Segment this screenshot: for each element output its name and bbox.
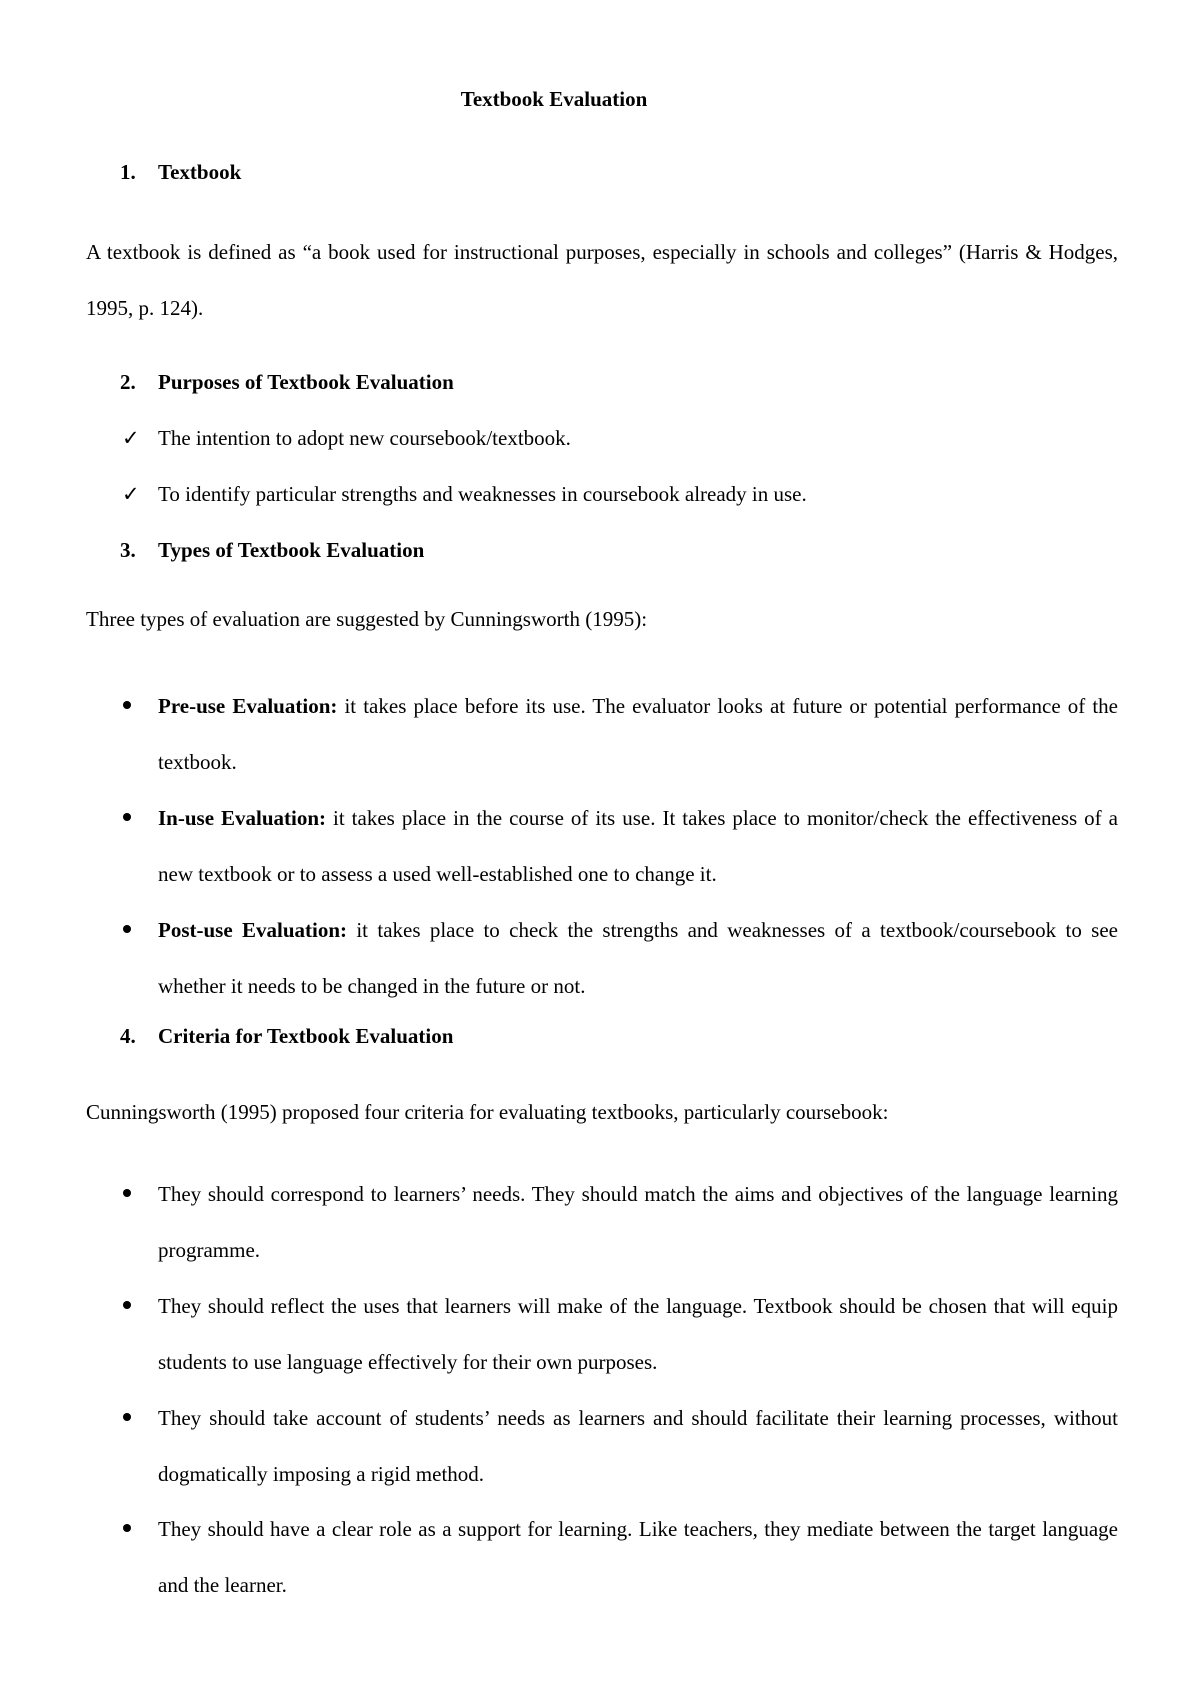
check-list-item (122, 423, 571, 453)
bullet-list-item: They should have a clear role as a support for learning. Like teachers, they mediate between the target language and the learner. (158, 1517, 1118, 1597)
bullet-list-item (158, 790, 1118, 902)
bullet-list-item: They should reflect the uses that learners will make of the language. Textbook should be chosen that will equip students to use language effectively for their own purposes. (158, 1294, 1118, 1374)
bullet-icon (123, 1413, 131, 1421)
check-item-text: The intention to adopt new coursebook/textbook. (158, 426, 571, 450)
section-title: Criteria for Textbook Evaluation (158, 1024, 454, 1048)
check-mark-icon: ✓ (122, 482, 140, 506)
section-title: Types of Textbook Evaluation (158, 538, 425, 562)
criteria-intro: Cunningsworth (1995) proposed four criteria for evaluating textbooks, particularly coursebook: (86, 1100, 889, 1124)
bullet-icon (123, 1301, 131, 1309)
section-number: 1. (120, 160, 136, 184)
bullet-list-item (158, 902, 1118, 1014)
bullet-icon (123, 813, 131, 821)
check-list-item (122, 479, 807, 509)
section-heading-3 (120, 535, 424, 565)
bullet-text: it takes place before its use. The evaluator looks at future or potential performance of the textbook. (158, 694, 1118, 774)
bullet-icon (123, 701, 131, 709)
section-heading-2 (120, 367, 454, 397)
document-title: Textbook Evaluation (460, 87, 648, 111)
bullet-term: Pre-use Evaluation: (158, 694, 338, 718)
bullet-icon (123, 925, 131, 933)
definition-paragraph: A textbook is defined as “a book used for instructional purposes, especially in schools and colleges” (Harris & Hodges, 1995, p. 124). (86, 240, 1118, 320)
section-heading-4 (120, 1021, 453, 1051)
bullet-term: Post-use Evaluation: (158, 918, 348, 942)
bullet-list-item (158, 678, 1118, 790)
types-intro: Three types of evaluation are suggested by Cunningsworth (1995): (86, 607, 648, 631)
section-number: 2. (120, 370, 136, 394)
bullet-icon (123, 1189, 131, 1197)
section-heading-1 (120, 157, 241, 187)
check-mark-icon: ✓ (122, 426, 140, 450)
bullet-term: In-use Evaluation: (158, 806, 327, 830)
section-title: Purposes of Textbook Evaluation (158, 370, 454, 394)
bullet-text: it takes place in the course of its use. It takes place to monitor/check the effectiveness of a new textbook or to assess a used well-established one to change it. (158, 806, 1118, 886)
section-title: Textbook (158, 160, 242, 184)
bullet-text: it takes place to check the strengths and weaknesses of a textbook/coursebook to see whether it needs to be changed in the future or not. (158, 918, 1118, 998)
bullet-list-item: They should correspond to learners’ needs. They should match the aims and objectives of the language learning programme. (158, 1182, 1118, 1262)
section-number: 3. (120, 538, 136, 562)
section-number: 4. (120, 1024, 136, 1048)
bullet-icon (123, 1524, 131, 1532)
bullet-list-item: They should take account of students’ needs as learners and should facilitate their learning processes, without dogmatically imposing a rigid method. (158, 1406, 1118, 1486)
check-item-text: To identify particular strengths and weaknesses in coursebook already in use. (158, 482, 807, 506)
